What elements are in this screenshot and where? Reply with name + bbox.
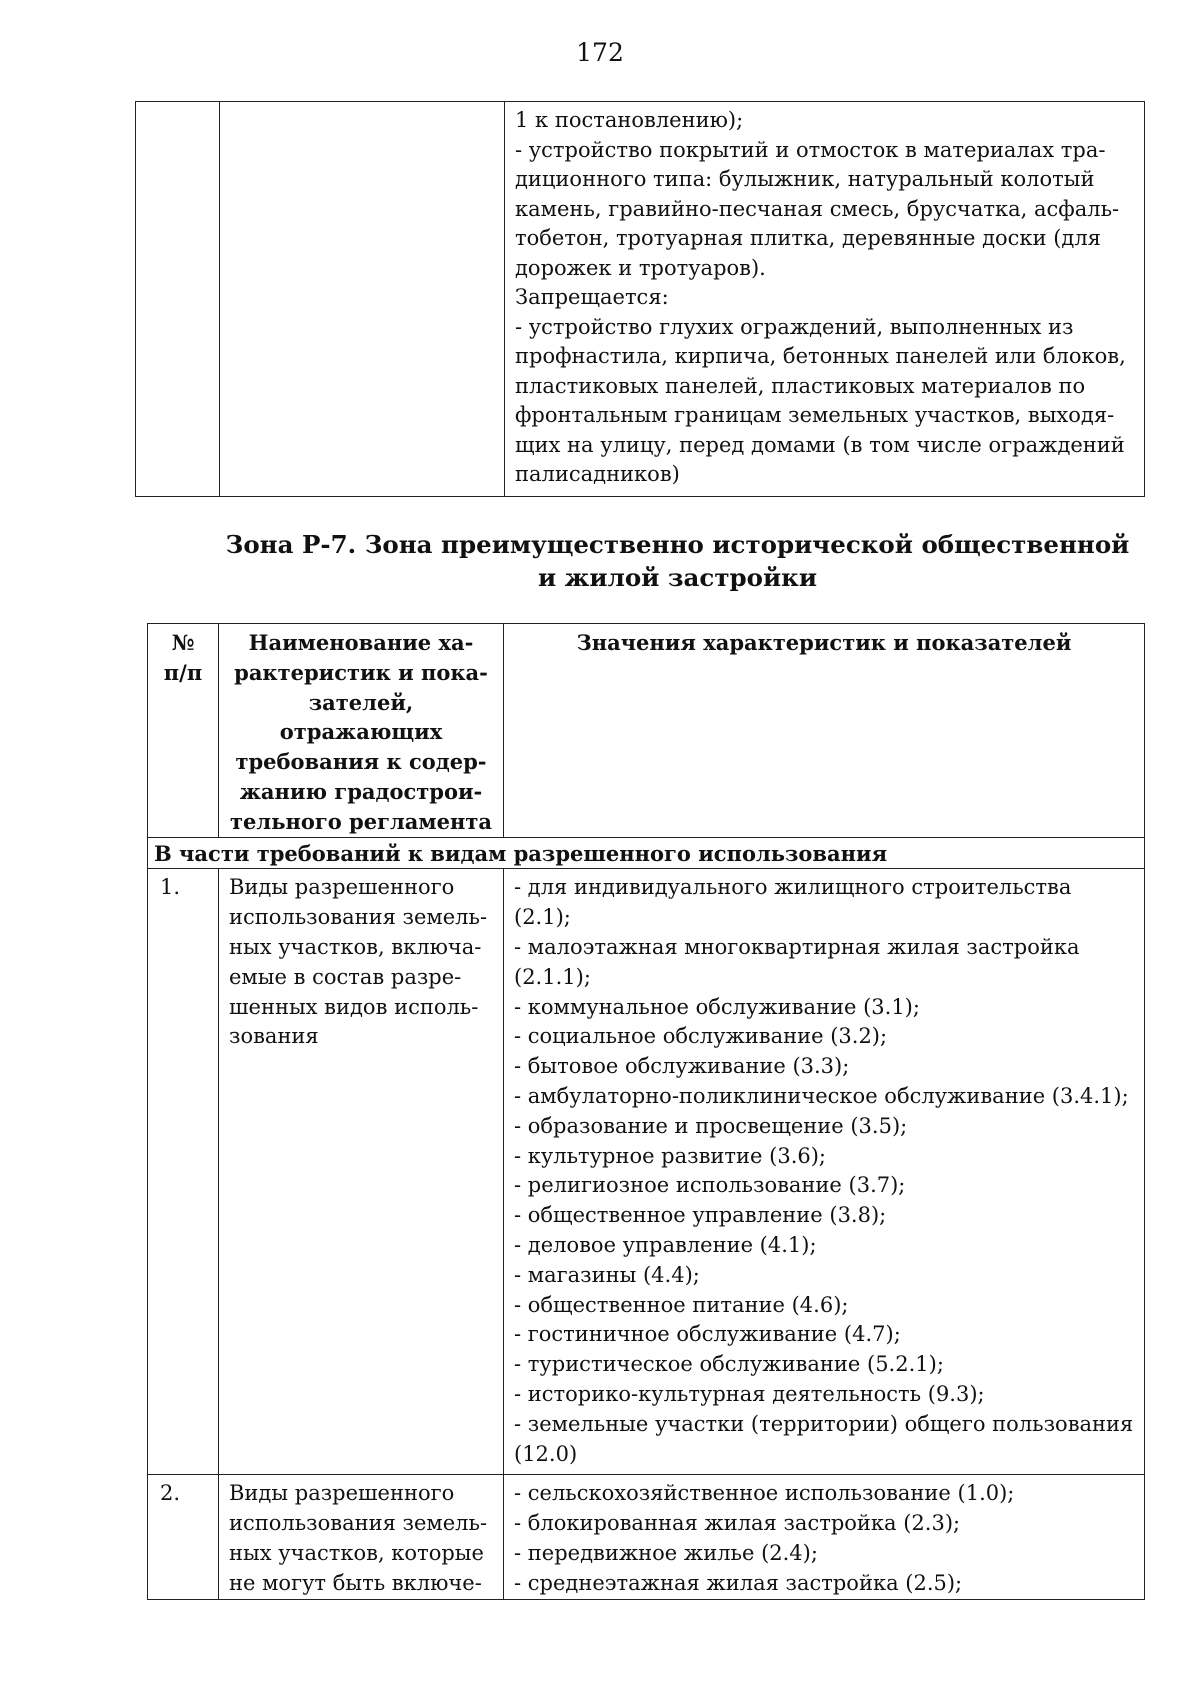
row-number: 1.	[148, 869, 219, 1475]
list-item: - среднеэтажная жилая застройка (2.5);	[514, 1570, 963, 1595]
list-item: - общественное управление (3.8);	[514, 1203, 887, 1228]
header-line: тельного регламента	[230, 808, 492, 834]
header-row	[148, 624, 1145, 838]
text-line: 1 к постановлению);	[515, 108, 744, 132]
list-item: - амбулаторно-поликлиническое обслуживание (3.4.1);	[514, 1083, 1129, 1108]
list-item: - религиозное использование (3.7);	[514, 1173, 906, 1198]
text-line: - устройство глухих ограждений, выполненных из	[515, 314, 1074, 339]
text-line: использования земель-	[229, 1511, 488, 1536]
text-line: профнастила, кирпича, бетонных панелей или блоков,	[515, 344, 1126, 368]
text-line: диционного типа: булыжник, натуральный колотый	[515, 167, 1095, 191]
list-item: - блокированная жилая застройка (2.3);	[514, 1511, 961, 1536]
zone-title-line: Зона Р-7. Зона преимущественно исторической общественной	[225, 530, 1130, 559]
list-item: - образование и просвещение (3.5);	[514, 1113, 908, 1138]
text-line: шенных видов исполь-	[229, 994, 479, 1019]
header-line: рактеристик и пока-	[234, 659, 488, 685]
num-cell	[136, 102, 220, 497]
list-item: (12.0)	[514, 1441, 578, 1466]
header-values: Значения характеристик и показателей	[504, 624, 1145, 838]
list-item: - коммунальное обслуживание (3.1);	[514, 994, 920, 1019]
continuation-table	[135, 101, 1145, 497]
header-line: зателей, отражающих	[279, 689, 443, 745]
header-line: №	[171, 630, 195, 655]
row-values	[504, 1475, 1145, 1599]
list-item: - магазины (4.4);	[514, 1262, 700, 1287]
table-row	[148, 1475, 1145, 1599]
list-item: - гостиничное обслуживание (4.7);	[514, 1322, 901, 1347]
row-number: 2.	[148, 1475, 219, 1599]
row-name	[219, 1475, 504, 1599]
text-line: тобетон, тротуарная плитка, деревянные доски (для	[515, 226, 1101, 250]
table-row	[136, 102, 1145, 497]
row-name	[219, 869, 504, 1475]
list-item: - историко-культурная деятельность (9.3);	[514, 1381, 985, 1406]
text-line: пластиковых панелей, пластиковых материалов по	[515, 373, 1086, 398]
section-row	[148, 837, 1145, 869]
list-item: - сельскохозяйственное использование (1.0);	[514, 1481, 1015, 1506]
header-line: Наименование ха-	[248, 630, 474, 655]
text-line: палисадников)	[515, 462, 680, 486]
row-values	[504, 869, 1145, 1475]
text-line: не могут быть включе-	[229, 1570, 482, 1595]
text-line: ных участков, которые	[229, 1540, 484, 1565]
section-title: В части требований к видам разрешенного использования	[148, 837, 1145, 869]
list-item: - малоэтажная многоквартирная жилая застройка	[514, 934, 1080, 959]
list-item: - для индивидуального жилищного строительства	[514, 875, 1072, 900]
table-row	[148, 869, 1145, 1475]
page-number: 172	[576, 38, 624, 67]
text-line: Виды разрешенного	[229, 875, 455, 900]
list-item: - социальное обслуживание (3.2);	[514, 1024, 888, 1049]
header-line: жанию градострои-	[239, 778, 483, 804]
list-item: - общественное питание (4.6);	[514, 1292, 849, 1317]
header-line: п/п	[163, 659, 203, 685]
text-line: - устройство покрытий и отмосток в материалах тра-	[515, 137, 1106, 162]
text-line: ных участков, включа-	[229, 934, 482, 959]
header-line: требования к содер-	[235, 749, 487, 775]
list-item: - культурное развитие (3.6);	[514, 1143, 826, 1168]
name-cell	[220, 102, 505, 497]
regulations-table	[147, 623, 1145, 1600]
header-num	[148, 624, 219, 838]
header-name	[219, 624, 504, 838]
text-line: зования	[229, 1024, 319, 1049]
text-line: щих на улицу, перед домами (в том числе ограждений	[515, 432, 1125, 457]
text-line: емые в состав разре-	[229, 964, 462, 989]
list-item: (2.1);	[514, 905, 571, 930]
text-line: Виды разрешенного	[229, 1481, 455, 1506]
text-line: фронтальным границам земельных участков, выходя-	[515, 403, 1115, 427]
text-line: Запрещается:	[515, 285, 669, 309]
values-cell	[505, 102, 1145, 497]
zone-title	[0, 528, 1200, 594]
list-item: - туристическое обслуживание (5.2.1);	[514, 1352, 944, 1377]
list-item: - передвижное жилье (2.4);	[514, 1540, 818, 1565]
text-line: использования земель-	[229, 905, 488, 930]
zone-title-line: и жилой застройки	[537, 563, 818, 592]
list-item: - бытовое обслуживание (3.3);	[514, 1054, 850, 1079]
list-item: - деловое управление (4.1);	[514, 1232, 817, 1257]
list-item: - земельные участки (территории) общего пользования	[514, 1411, 1134, 1436]
list-item: (2.1.1);	[514, 964, 591, 989]
text-line: дорожек и тротуаров).	[515, 255, 766, 280]
text-line: камень, гравийно-песчаная смесь, брусчатка, асфаль-	[515, 196, 1120, 221]
